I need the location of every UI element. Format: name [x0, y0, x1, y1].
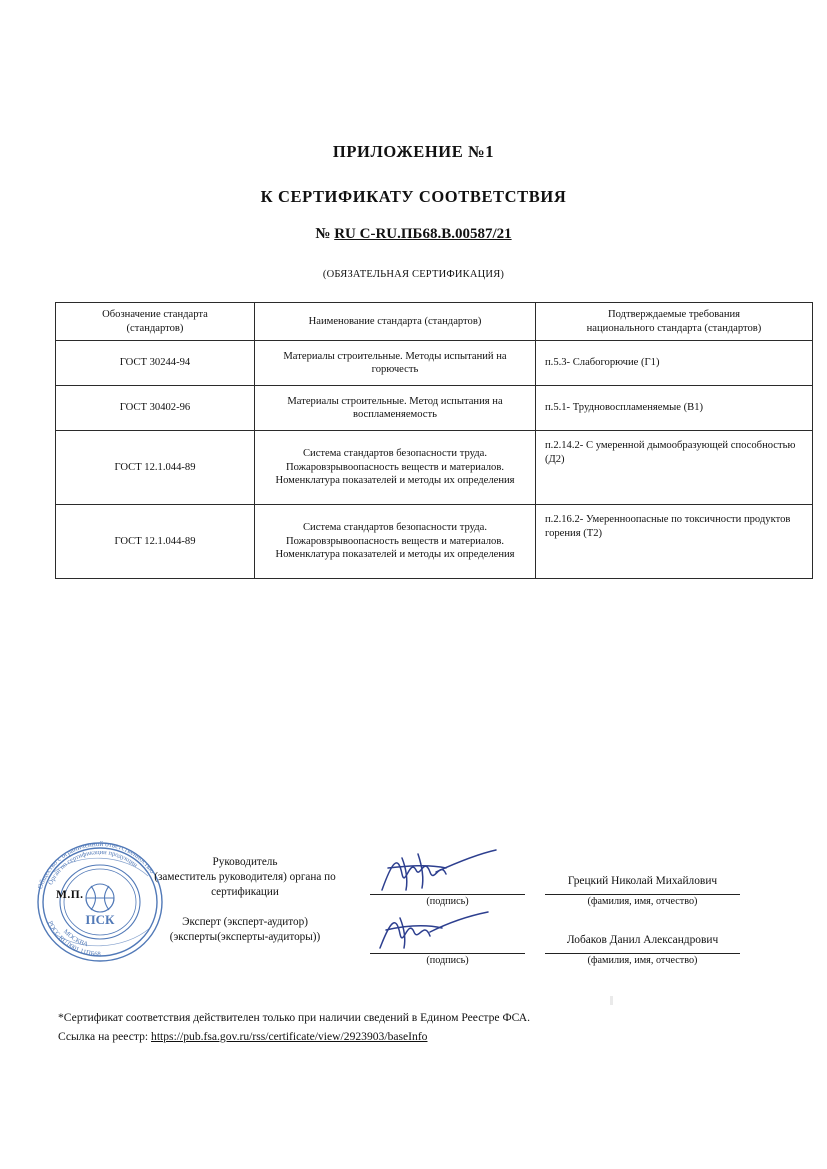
signer-role-expert [150, 915, 340, 945]
table-header-name: Наименование стандарта (стандартов) [255, 303, 536, 341]
table-header-requirements [536, 303, 813, 341]
cell-standard: ГОСТ 12.1.044-89 [56, 431, 255, 505]
cell-standard: ГОСТ 12.1.044-89 [56, 505, 255, 579]
svg-text:ПСК: ПСК [85, 912, 115, 927]
mp-label: М.П. [56, 889, 84, 901]
certificate-number: RU C-RU.ПБ68.В.00587/21 [334, 226, 512, 242]
table-header-row [56, 303, 813, 341]
validity-note: *Сертификат соответствия действителен только при наличии сведений в Едином Реестре ФСА. [58, 1011, 531, 1024]
registry-label: Ссылка на реестр: [58, 1030, 149, 1044]
number-sign: № [315, 226, 331, 242]
page-title: ПРИЛОЖЕНИЕ №1 [332, 142, 495, 161]
certification-type: (ОБЯЗАТЕЛЬНАЯ СЕРТИФИКАЦИЯ) [322, 269, 505, 280]
table-row [56, 431, 813, 505]
signer-name-1: Грецкий Николай Михайлович [567, 875, 718, 887]
cell-requirement: п.2.14.2- С умеренной дымообразующей способностью (Д2) [536, 431, 813, 505]
signer-role-head-line2: (заместитель руководителя) органа по [154, 871, 336, 884]
cell-name: Система стандартов безопасности труда. Пожаровзрывоопасность веществ и материалов. Номенклатура показателей и методы их определения [255, 505, 536, 579]
cell-requirement: п.2.16.2- Умеренноопасные по токсичности продуктов горения (Т2) [536, 505, 813, 579]
fio-line-2 [545, 953, 740, 954]
table-header-requirements-line1: Подтверждаемые требования [607, 309, 741, 320]
handwritten-signature-1 [372, 844, 532, 900]
cell-standard: ГОСТ 30402-96 [56, 386, 255, 431]
registry-line [58, 1027, 530, 1046]
fio-line-1 [545, 894, 740, 895]
svg-text:МОСКВА: МОСКВА [61, 928, 89, 949]
cell-requirement: п.5.1- Трудновоспламеняемые (В1) [536, 386, 813, 431]
signer-role-head-line3: сертификации [211, 886, 279, 899]
cell-standard: ГОСТ 30244-94 [56, 341, 255, 386]
table-header-standard-line2: (стандартов) [126, 322, 184, 334]
signature-caption-2: (подпись) [426, 955, 469, 966]
table-row [56, 505, 813, 579]
footer-notes [58, 1008, 530, 1046]
signer-role-expert-line2: (эксперты(эксперты-аудиторы)) [169, 931, 321, 944]
cell-requirement: п.5.3- Слабогорючие (Г1) [536, 341, 813, 386]
document-subtitle-heading: К СЕРТИФИКАТУ СООТВЕТСТВИЯ [260, 187, 567, 206]
signature-block [0, 848, 827, 978]
registry-url-link[interactable]: https://pub.fsa.gov.ru/rss/certificate/view/2923903/baseInfo [151, 1030, 428, 1044]
table-row [56, 386, 813, 431]
svg-text:РОСС RU.0001.11ПБ68: РОСС RU.0001.11ПБ68 [46, 920, 101, 959]
svg-text:Общество с ограниченной ответс: Общество с ограниченной ответственностью [36, 839, 157, 890]
standards-table [55, 302, 813, 579]
signature-line-1 [370, 894, 525, 895]
cell-name: Система стандартов безопасности труда. Пожаровзрывоопасность веществ и материалов. Номенклатура показателей и методы их определения [255, 431, 536, 505]
fio-caption-1: (фамилия, имя, отчество) [587, 896, 698, 907]
signature-line-2 [370, 953, 525, 954]
table-header-standard-line1: Обозначение стандарта [102, 309, 208, 320]
signer-role-head-line1: Руководитель [212, 856, 278, 868]
scan-artifact [610, 996, 613, 1005]
certificate-number-line [0, 226, 827, 243]
cell-name: Материалы строительные. Метод испытания на воспламеняемость [255, 386, 536, 431]
cell-name: Материалы строительные. Методы испытаний на горючесть [255, 341, 536, 386]
svg-text:Орган по сертификации продукци: Орган по сертификации продукции [47, 848, 139, 887]
table-header-standard [56, 303, 255, 341]
document-header [0, 142, 827, 280]
table-header-requirements-line2: национального стандарта (стандартов) [586, 322, 762, 334]
signature-caption-1: (подпись) [426, 896, 469, 907]
signer-role-head [150, 855, 340, 900]
handwritten-signature-2 [372, 906, 532, 958]
fio-caption-2: (фамилия, имя, отчество) [587, 955, 698, 966]
table-row [56, 341, 813, 386]
signer-role-expert-line1: Эксперт (эксперт-аудитор) [182, 916, 308, 928]
signer-name-2: Лобаков Данил Александрович [566, 934, 719, 946]
